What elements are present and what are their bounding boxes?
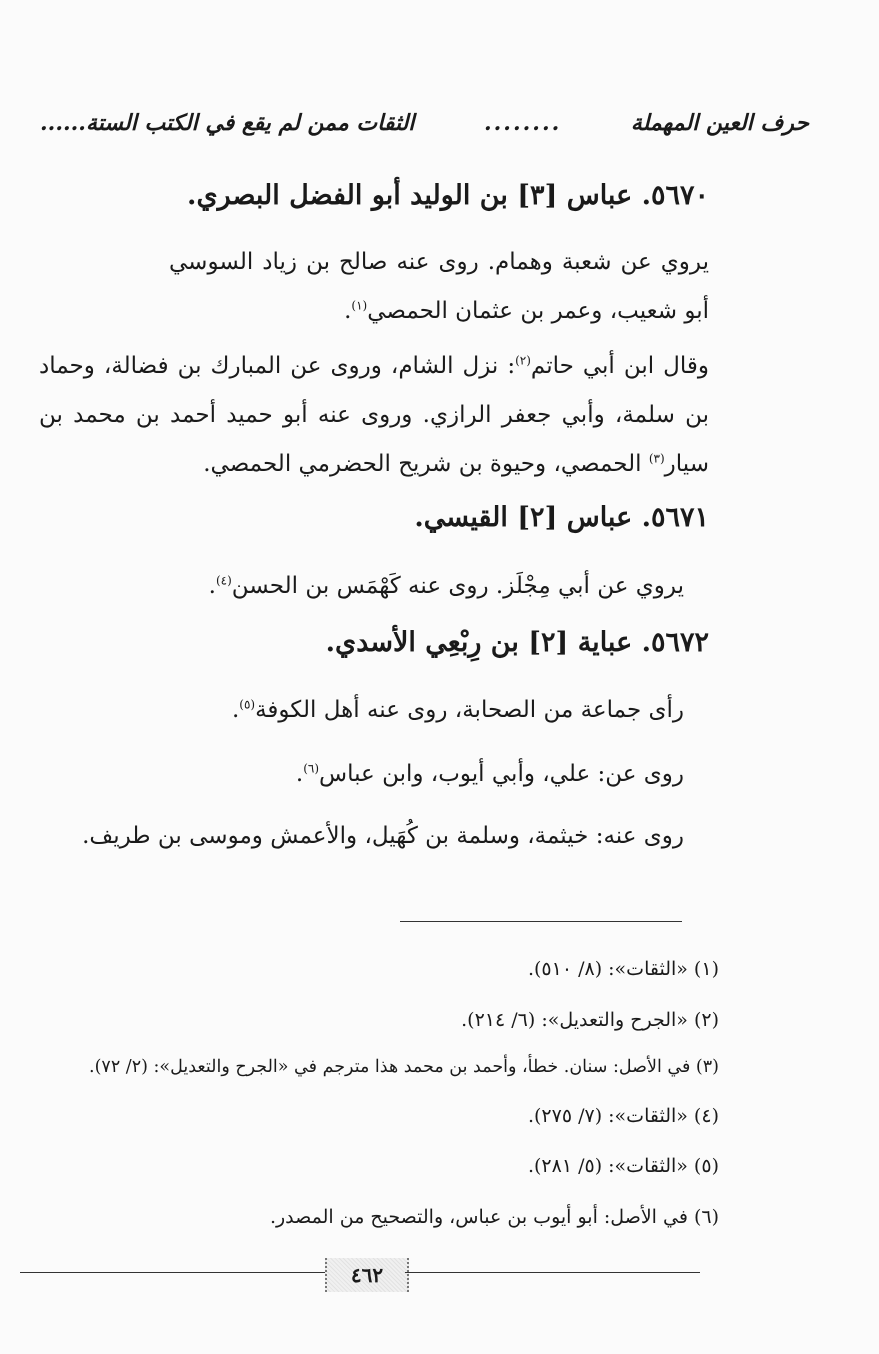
folio-rule-right <box>405 1272 700 1273</box>
running-head-book: الثقات ممن لم يقع في الكتب الستة <box>85 110 415 136</box>
para-text: وقال ابن أبي حاتم <box>530 353 709 379</box>
footnote-ref: (١) <box>351 298 368 313</box>
entry-5670-para-2 <box>39 342 709 489</box>
footnote-3: (٣) في الأصل: سنان. خطأ، وأحمد بن محمد هذا مترجم في «الجرح والتعديل»: (٢/ ٧٢). <box>89 1057 719 1077</box>
para-text: : نزل الشام، وروى عن المبارك بن فضالة، وحماد بن سلمة، وأبي جعفر الرازي. وروى عنه أبو حميد أحمد بن محمد بن سيار <box>39 353 709 477</box>
para-text: الحمصي، وحيوة بن شريح الحضرمي الحمصي. <box>203 451 649 477</box>
para-tail: . <box>208 573 216 599</box>
entry-5670-para-1 <box>169 238 709 336</box>
footnote-ref: (٤) <box>215 573 232 588</box>
footnote-6: (٦) في الأصل: أبو أيوب بن عباس، والتصحيح من المصدر. <box>269 1206 719 1228</box>
entry-heading-5672: ٥٦٧٢. عباية [٢] بن رِبْعِي الأسدي. <box>325 627 709 658</box>
para-tail: . <box>231 697 240 723</box>
entry-heading-5671: ٥٦٧١. عباس [٢] القيسي. <box>414 502 709 533</box>
entry-5671-para-1 <box>124 562 684 611</box>
running-head-lead-dots: ...... <box>40 110 86 136</box>
footnote-ref: (٥) <box>239 697 256 712</box>
footnote-separator <box>400 921 682 922</box>
para-tail: . <box>295 761 304 787</box>
footnote-1: (١) «الثقات»: (٨/ ٥١٠). <box>527 958 719 980</box>
footnote-4: (٤) «الثقات»: (٧/ ٢٧٥). <box>527 1105 719 1127</box>
running-head-chapter: حرف العين المهملة <box>630 110 809 136</box>
footnote-5: (٥) «الثقات»: (٥/ ٢٨١). <box>527 1155 719 1177</box>
entry-5672-para-2 <box>124 750 684 799</box>
footnote-ref: (٣) <box>648 451 665 466</box>
page-number: ٤٦٢ <box>325 1258 409 1292</box>
para-text: يروي عن أبي مِجْلَز. روى عنه كَهْمَس بن الحسن <box>231 573 684 599</box>
footnote-ref: (٢) <box>515 353 531 368</box>
entry-5672-para-1 <box>124 686 684 735</box>
entry-5672-para-3 <box>64 812 684 861</box>
folio-rule-left <box>20 1272 325 1273</box>
running-head <box>40 110 809 146</box>
para-text: يروي عن شعبة وهمام. روى عنه صالح بن زياد السوسي أبو شعيب، وعمر بن عثمان الحمصي <box>169 249 709 324</box>
footnote-2: (٢) «الجرح والتعديل»: (٦/ ٢١٤). <box>461 1009 719 1031</box>
footnote-ref: (٦) <box>303 761 320 776</box>
para-tail: . <box>344 298 352 324</box>
running-head-dots: ........ <box>483 110 562 136</box>
para-text: روى عنه: خيثمة، وسلمة بن كُهَيل، والأعمش وموسى بن طريف. <box>82 823 684 849</box>
para-text: رأى جماعة من الصحابة، روى عنه أهل الكوفة <box>255 697 684 723</box>
para-text: روى عن: علي، وأبي أيوب، وابن عباس <box>319 761 684 787</box>
entry-heading-5670: ٥٦٧٠. عباس [٣] بن الوليد أبو الفضل البصري. <box>187 180 709 211</box>
